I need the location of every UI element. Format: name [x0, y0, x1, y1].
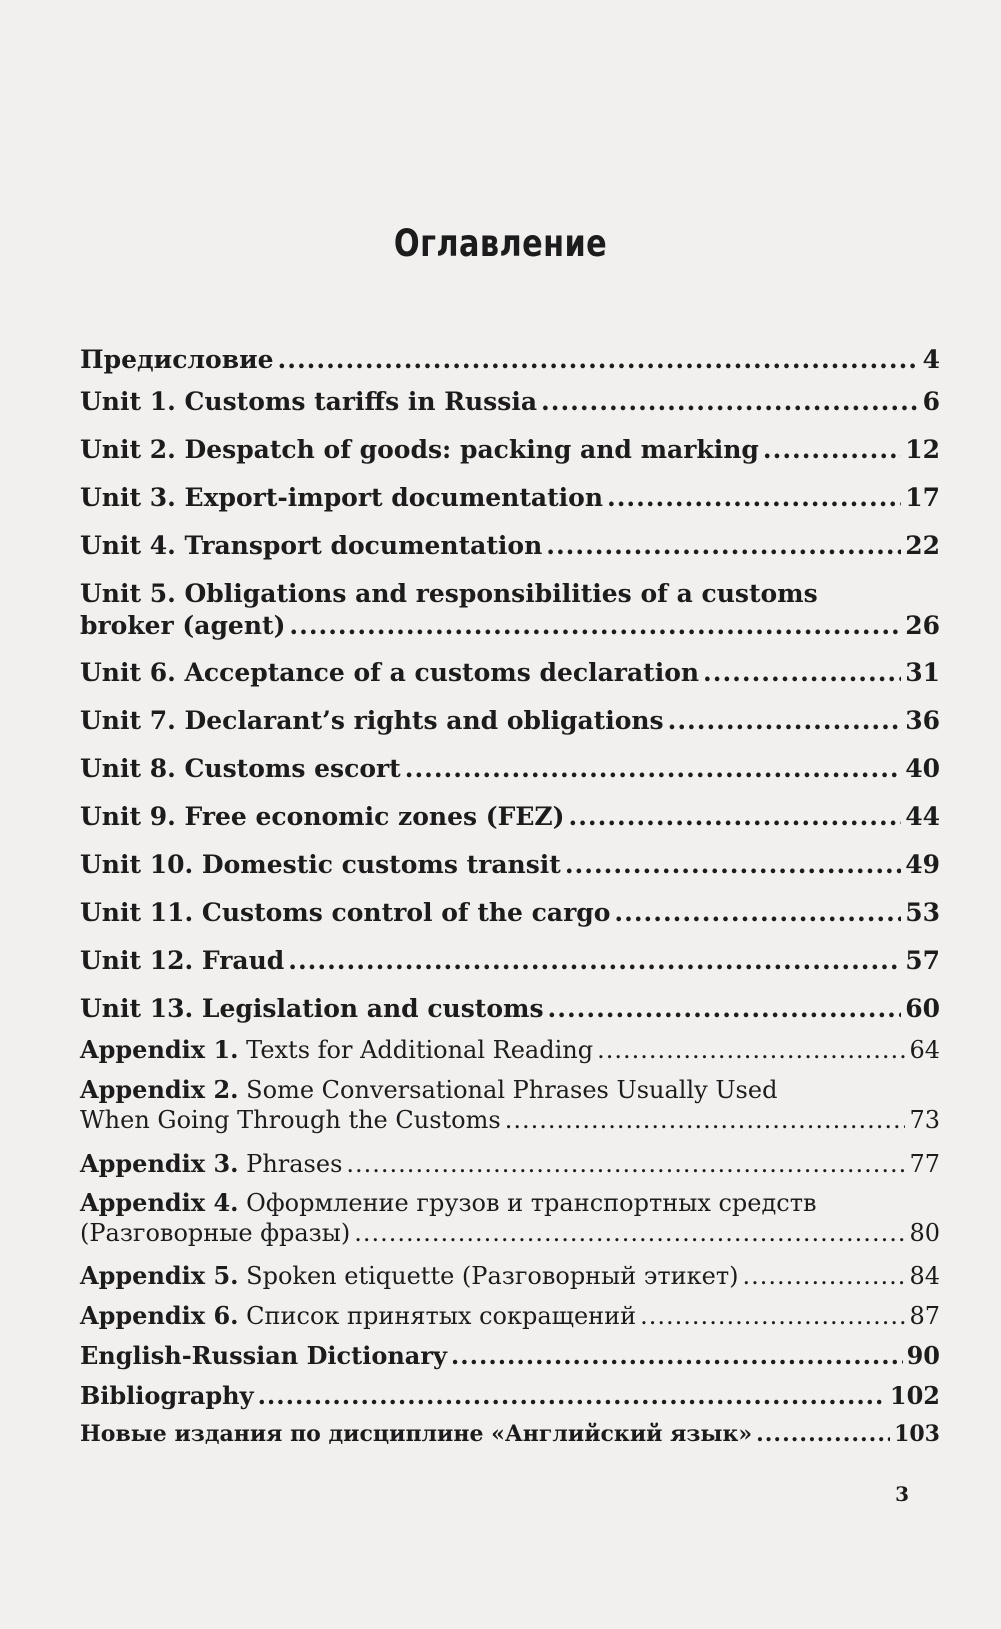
dot-leader [546, 531, 901, 560]
entry-page: 22 [905, 531, 940, 560]
entry-page: 84 [909, 1262, 940, 1290]
appendix-title-continued: (Разговорные фразы) [80, 1219, 351, 1247]
entry-title: Unit 9. Free economic zones (FEZ) [80, 802, 565, 831]
dot-leader [505, 1106, 906, 1134]
appendix-title: Spoken etiquette (Разговорный этикет) [246, 1262, 739, 1290]
entry-title: Unit 8. Customs escort [80, 754, 401, 783]
dot-leader [565, 850, 901, 879]
appendix-title: Список принятых сокращений [246, 1302, 637, 1330]
entry-page: 12 [905, 435, 940, 464]
entry-page: 17 [905, 483, 940, 512]
entry-page: 4 [922, 345, 940, 374]
entry-title: Unit 2. Despatch of goods: packing and marking [80, 435, 759, 464]
dot-leader [703, 658, 901, 687]
entry-title: Unit 7. Declarant’s rights and obligations [80, 706, 664, 735]
dot-leader [354, 1219, 905, 1247]
entry-page: 103 [894, 1421, 940, 1447]
toc-entry [80, 579, 940, 640]
toc-entry [80, 1381, 940, 1410]
entry-title: English-Russian Dictionary [80, 1341, 447, 1370]
toc-entry [80, 387, 940, 416]
toc-entry [80, 706, 940, 735]
entry-page: 60 [905, 994, 940, 1023]
entry-title: Unit 6. Acceptance of a customs declaration [80, 658, 700, 687]
dot-leader [763, 435, 901, 464]
dot-leader [258, 1381, 886, 1410]
entry-title: Unit 4. Transport documentation [80, 531, 543, 560]
dot-leader [640, 1302, 905, 1330]
appendix-title: Оформление грузов и транспортных средств [246, 1189, 817, 1217]
entry-title: Unit 13. Legislation and customs [80, 994, 544, 1023]
toc-entry [80, 802, 940, 831]
entry-page: 6 [922, 387, 940, 416]
entry-page: 49 [905, 850, 940, 879]
entry-title: Unit 10. Domestic customs transit [80, 850, 561, 879]
entry-page: 53 [905, 898, 940, 927]
entry-page: 77 [909, 1150, 940, 1178]
entry-title: Unit 5. Obligations and responsibilities of a customs [80, 579, 818, 608]
toc-appendix-entry [80, 1075, 940, 1134]
dot-leader [405, 754, 901, 783]
toc-entry [80, 345, 940, 374]
entry-title: Bibliography [80, 1381, 254, 1410]
appendix-label: Appendix 4. [80, 1188, 239, 1217]
entry-title-continued: broker (agent) [80, 611, 286, 640]
toc-appendix-entry [80, 1149, 940, 1178]
page-number: 3 [895, 1482, 909, 1506]
dot-leader [607, 483, 901, 512]
entry-title: Unit 3. Export-import documentation [80, 483, 603, 512]
entry-page: 80 [909, 1219, 940, 1247]
appendix-title: Texts for Additional Reading [246, 1036, 594, 1064]
toc-entry [80, 754, 940, 783]
entry-title: Предисловие [80, 345, 274, 374]
entry-page: 102 [889, 1381, 940, 1410]
entry-page: 64 [909, 1036, 940, 1064]
toc-appendix-entry [80, 1261, 940, 1290]
appendix-label: Appendix 5. [80, 1261, 239, 1290]
appendix-title-continued: When Going Through the Customs [80, 1106, 501, 1134]
entry-title: Unit 1. Customs tariffs in Russia [80, 387, 538, 416]
entry-page: 31 [905, 658, 940, 687]
toc-entry [80, 1341, 940, 1370]
toc-entry [80, 850, 940, 879]
dot-leader [346, 1150, 905, 1178]
dot-leader [756, 1421, 890, 1447]
dot-leader [451, 1341, 903, 1370]
appendix-label: Appendix 2. [80, 1075, 239, 1104]
dot-leader [278, 345, 919, 374]
appendix-title: Some Conversational Phrases Usually Used [246, 1076, 778, 1104]
toc-entry [80, 658, 940, 687]
toc-entry [80, 483, 940, 512]
page-title: Оглавление [393, 222, 608, 265]
dot-leader [614, 898, 901, 927]
appendix-label: Appendix 6. [80, 1301, 239, 1330]
toc-entry [80, 435, 940, 464]
toc-entry [80, 946, 940, 975]
dot-leader [668, 706, 902, 735]
appendix-label: Appendix 1. [80, 1035, 239, 1064]
dot-leader [597, 1036, 905, 1064]
entry-title: Unit 12. Fraud [80, 946, 285, 975]
dot-leader [289, 611, 901, 640]
dot-leader [742, 1262, 905, 1290]
appendix-label: Appendix 3. [80, 1149, 239, 1178]
entry-page: 44 [905, 802, 940, 831]
toc-entry [80, 1421, 940, 1447]
entry-page: 73 [909, 1106, 940, 1134]
appendix-title: Phrases [246, 1150, 343, 1178]
entry-title: Unit 11. Customs control of the cargo [80, 898, 611, 927]
dot-leader [548, 994, 902, 1023]
dot-leader [541, 387, 919, 416]
entry-page: 87 [909, 1302, 940, 1330]
entry-page: 26 [905, 611, 940, 640]
dot-leader [288, 946, 901, 975]
toc-appendix-entry [80, 1035, 940, 1064]
dot-leader [569, 802, 902, 831]
entry-title: Новые издания по дисциплине «Английский язык» [80, 1421, 753, 1447]
toc-appendix-entry [80, 1301, 940, 1330]
entry-page: 90 [906, 1341, 940, 1370]
entry-page: 36 [905, 706, 940, 735]
toc-entry [80, 994, 940, 1023]
toc-appendix-entry [80, 1188, 940, 1247]
toc-entry [80, 898, 940, 927]
entry-page: 40 [905, 754, 940, 783]
entry-page: 57 [905, 946, 940, 975]
toc-entry [80, 531, 940, 560]
